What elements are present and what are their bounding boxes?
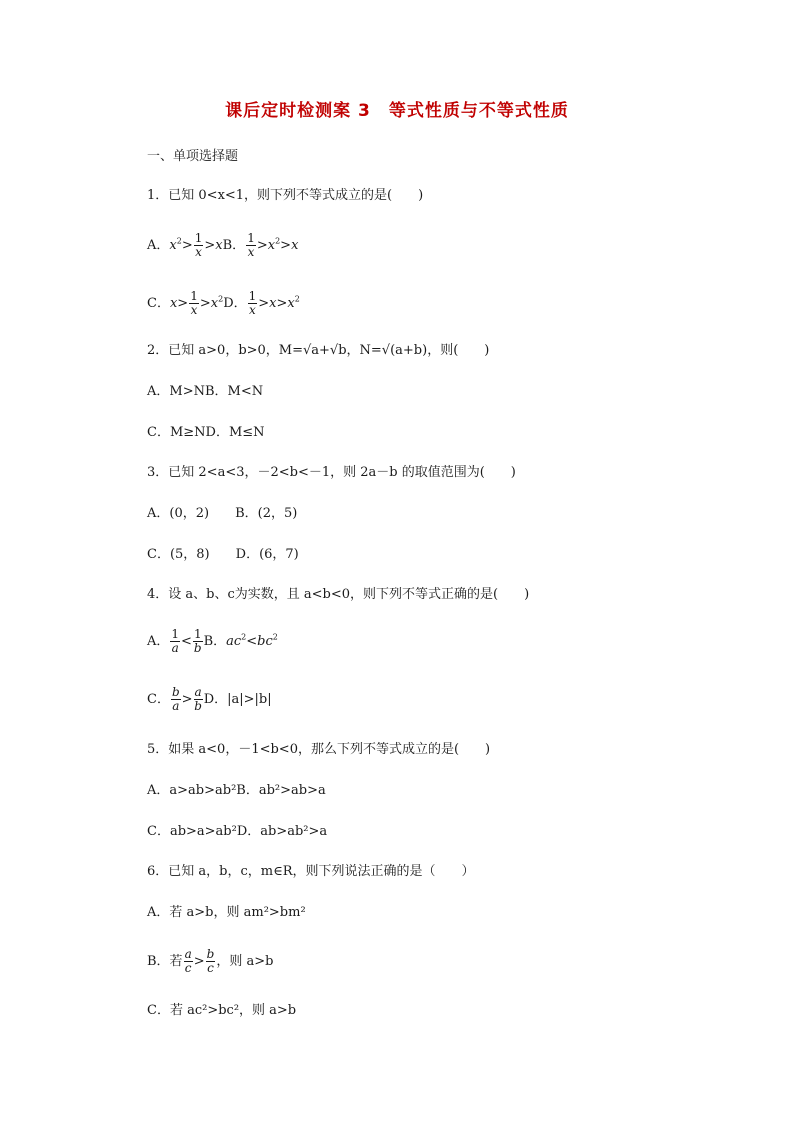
question-5-options-cd (147, 824, 327, 840)
option-a: A．(0，2) (147, 506, 210, 521)
option-b-label: B． (203, 634, 227, 649)
question-4-options-ab: A． $\frac{1}{a}$ < $\frac{1}{b}$ B．$ac^2<bc^2$ (147, 627, 278, 655)
fraction-1-over-x: $\frac{1}{x}$ (194, 231, 203, 259)
option-d: D．|a|>|b| (203, 692, 272, 707)
question-4-options-cd: C． $\frac{b}{a}$ > $\frac{a}{b}$ D．|a|>|b| (147, 685, 272, 713)
fraction-1-over-x: $\frac{1}{x}$ (248, 289, 257, 317)
option-a: A．M>N (147, 384, 205, 399)
question-3-options-ab (147, 506, 297, 522)
fraction-1-over-x: $\frac{1}{x}$ (247, 231, 255, 259)
question-2-stem: 2．已知 a>0，b>0，M=√a+√b，N=√(a+b)，则( ) (147, 343, 490, 358)
fraction-1-over-a: $\frac{1}{a}$ (171, 627, 180, 655)
question-3-options-cd (147, 547, 299, 563)
question-2-options-ab (147, 384, 263, 400)
option-b: B．ab²>ab>a (236, 783, 326, 798)
question-1-options-ab: A．$x^2>$ $\frac{1}{x}$ >xB． $\frac{1}{x}$ $>x^2>x$ (147, 231, 299, 259)
option-d: D．(6，7) (235, 547, 299, 562)
option-d-label: D． (223, 296, 247, 311)
option-c-label: C． (147, 296, 170, 311)
fraction-a-over-b: $\frac{a}{b}$ (194, 685, 202, 713)
option-c: C．(5，8) (147, 547, 210, 562)
option-b-label: B． (222, 238, 246, 253)
question-6-option-a: A．若 a>b，则 am²>bm² (147, 905, 306, 920)
section-heading: 一、单项选择题 (147, 149, 239, 164)
question-6-stem: 6．已知 a，b，c，m∈R，则下列说法正确的是（ ） (147, 864, 475, 879)
fraction-a-over-c: $\frac{a}{c}$ (184, 947, 192, 975)
fraction-b-over-a: $\frac{b}{a}$ (171, 685, 180, 713)
option-a-label: A． (147, 238, 170, 253)
option-d: D．ab>ab²>a (236, 824, 328, 839)
page-title: 课后定时检测案 3 等式性质与不等式性质 (225, 101, 569, 121)
option-c: C．ab>a>ab² (147, 824, 237, 839)
question-6-option-c: C．若 ac²>bc²，则 a>b (147, 1003, 297, 1018)
fraction-1-over-b: $\frac{1}{b}$ (193, 627, 202, 655)
option-a-label: A． (147, 634, 170, 649)
option-b: B．M<N (204, 384, 264, 399)
option-c: C．M≥N (147, 425, 206, 440)
question-5-options-ab (147, 783, 326, 799)
question-6-option-b: B．若 $\frac{a}{c}$ > $\frac{b}{c}$ ，则 a>b (147, 947, 274, 975)
option-a: A．a>ab>ab² (147, 783, 237, 798)
question-1-stem: 1．已知 0<x<1，则下列不等式成立的是( ) (147, 188, 424, 203)
fraction-b-over-c: $\frac{b}{c}$ (206, 947, 215, 975)
question-1-options-cd: C．x> $\frac{1}{x}$ $>x^2D$． $\frac{1}{x}$ $>x>x^2$ (147, 289, 300, 317)
option-c-label: C． (147, 692, 170, 707)
question-3-stem: 3．已知 2<a<3，－2<b<－1，则 2a－b 的取值范围为( ) (147, 465, 516, 480)
fraction-1-over-x: $\frac{1}{x}$ (190, 289, 198, 317)
question-2-options-cd (147, 425, 265, 441)
option-d: D．M≤N (205, 425, 265, 440)
question-4-stem: 4．设 a、b、c为实数，且 a<b<0，则下列不等式正确的是( ) (147, 587, 530, 602)
option-b: B．(2，5) (235, 506, 298, 521)
question-5-stem: 5．如果 a<0，－1<b<0，那么下列不等式成立的是( ) (147, 742, 491, 757)
